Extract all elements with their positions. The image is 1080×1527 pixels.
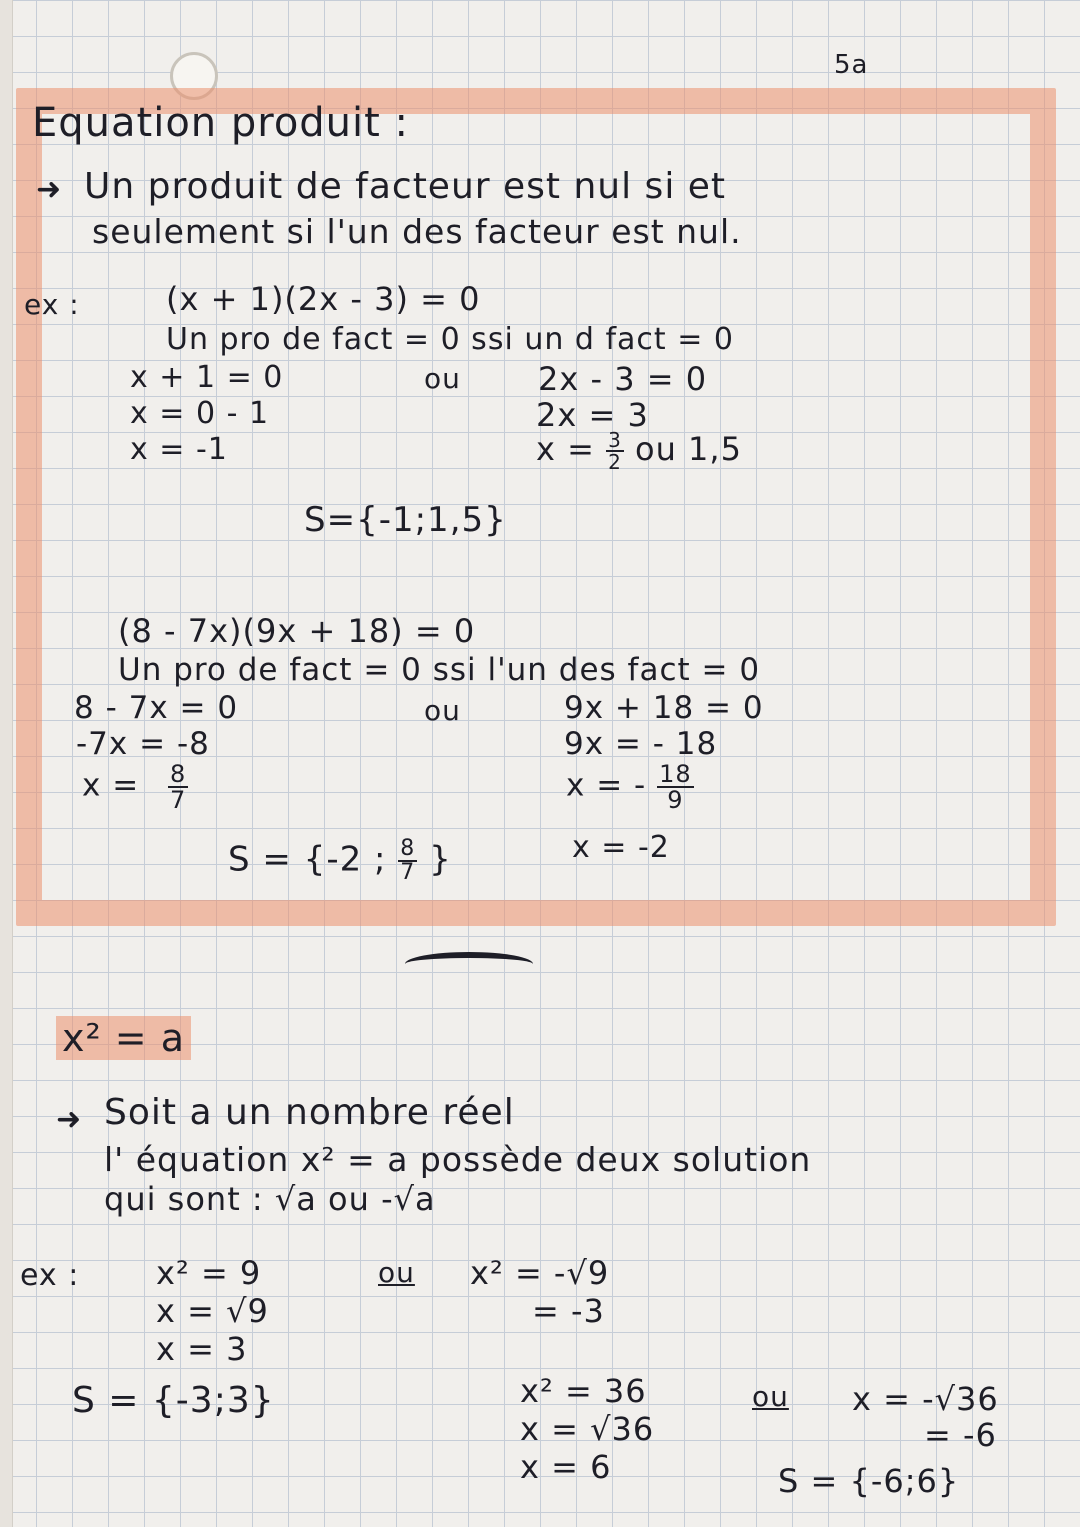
ex1-right-line1: 2x - 3 = 0 xyxy=(538,360,708,398)
ex2-solution-suffix: } xyxy=(429,839,452,880)
ex1-left-line3: x = -1 xyxy=(130,432,228,467)
ex1-right-line3 xyxy=(536,430,742,472)
notebook-binding-edge xyxy=(0,0,13,1527)
ex2-right-fraction-denominator: 9 xyxy=(667,786,684,814)
ex2-left-line3 xyxy=(82,762,188,812)
ex4-left-line1: x² = 36 xyxy=(520,1372,647,1410)
ex1-fraction-numerator: 3 xyxy=(608,428,622,452)
ex2-left3-prefix: x = xyxy=(82,767,140,804)
ex4-right-line1: x = -√36 xyxy=(852,1380,999,1418)
ex2-equation: (8 - 7x)(9x + 18) = 0 xyxy=(118,612,476,650)
ex4-right-line2: = -6 xyxy=(924,1416,997,1454)
ex2-left-fraction-numerator: 8 xyxy=(170,760,187,788)
ex3-solution: S = {-3;3} xyxy=(72,1380,275,1421)
ex4-left-line3: x = 6 xyxy=(520,1448,612,1486)
ex2-statement: Un pro de fact = 0 ssi l'un des fact = 0 xyxy=(118,652,761,688)
ex4-left-line2: x = √36 xyxy=(520,1410,655,1448)
ex2-right-line3 xyxy=(566,762,694,812)
ex2-right-fraction xyxy=(657,762,694,812)
ex2-right-line4: x = -2 xyxy=(572,830,670,865)
arrow-icon: ➜ xyxy=(56,1102,83,1137)
ex1-left-line2: x = 0 - 1 xyxy=(130,396,270,431)
ex3-left-line1: x² = 9 xyxy=(156,1254,262,1292)
ex1-right3-suffix: ou 1,5 xyxy=(635,430,742,468)
ex2-left-line2: -7x = -8 xyxy=(76,726,210,762)
ex2-left-fraction xyxy=(168,762,188,812)
ex1-equation: (x + 1)(2x - 3) = 0 xyxy=(166,280,481,318)
ex2-right-fraction-numerator: 18 xyxy=(659,760,692,788)
rule2-line2: l' équation x² = a possède deux solution xyxy=(104,1140,812,1179)
ex2-solution xyxy=(228,838,452,884)
ex2-right3-prefix: x = - xyxy=(566,767,647,804)
ex1-fraction-denominator: 2 xyxy=(608,450,622,474)
ex1-or: ou xyxy=(424,362,461,395)
ex2-right-line1: 9x + 18 = 0 xyxy=(564,690,764,726)
ex2-or: ou xyxy=(424,694,461,727)
ex2-right-line2: 9x = - 18 xyxy=(564,726,718,762)
ex1-label: ex : xyxy=(24,288,80,321)
ex1-right3-prefix: x = xyxy=(536,430,595,468)
ex2-solution-fraction xyxy=(398,838,417,884)
page-number: 5a xyxy=(834,50,869,80)
ex2-solution-denominator: 7 xyxy=(400,860,416,885)
ex1-statement: Un pro de fact = 0 ssi un d fact = 0 xyxy=(166,322,734,357)
section-separator-stroke xyxy=(405,952,533,976)
rule2-line1: Soit a un nombre réel xyxy=(104,1092,515,1133)
ex2-solution-prefix: S = {-2 ; xyxy=(228,839,387,880)
ex1-right-line2: 2x = 3 xyxy=(536,396,649,434)
ex2-solution-numerator: 8 xyxy=(400,836,416,861)
ex2-left-fraction-denominator: 7 xyxy=(170,786,187,814)
ex3-or: ou xyxy=(378,1256,415,1289)
ex1-solution: S={-1;1,5} xyxy=(304,500,507,540)
ex3-right-line1: x² = -√9 xyxy=(470,1254,610,1292)
ex4-solution: S = {-6;6} xyxy=(778,1462,960,1500)
section1-title: Equation produit : xyxy=(32,100,410,146)
ex3-left-line3: x = 3 xyxy=(156,1330,248,1368)
rule1-line2: seulement si l'un des facteur est nul. xyxy=(92,212,742,251)
ex1-fraction xyxy=(606,430,624,472)
rule1-line1: Un produit de facteur est nul si et xyxy=(84,166,727,207)
ex1-left-line1: x + 1 = 0 xyxy=(130,360,284,395)
ex3-left-line2: x = √9 xyxy=(156,1292,269,1330)
rule2-line3: qui sont : √a ou -√a xyxy=(104,1180,436,1218)
ex3-right-line2: = -3 xyxy=(532,1292,605,1330)
ex3-label: ex : xyxy=(20,1258,80,1293)
ex2-left-line1: 8 - 7x = 0 xyxy=(74,690,239,726)
ex4-or: ou xyxy=(752,1380,789,1413)
section2-title: x² = a xyxy=(56,1016,191,1060)
arrow-icon: ➜ xyxy=(36,172,63,207)
